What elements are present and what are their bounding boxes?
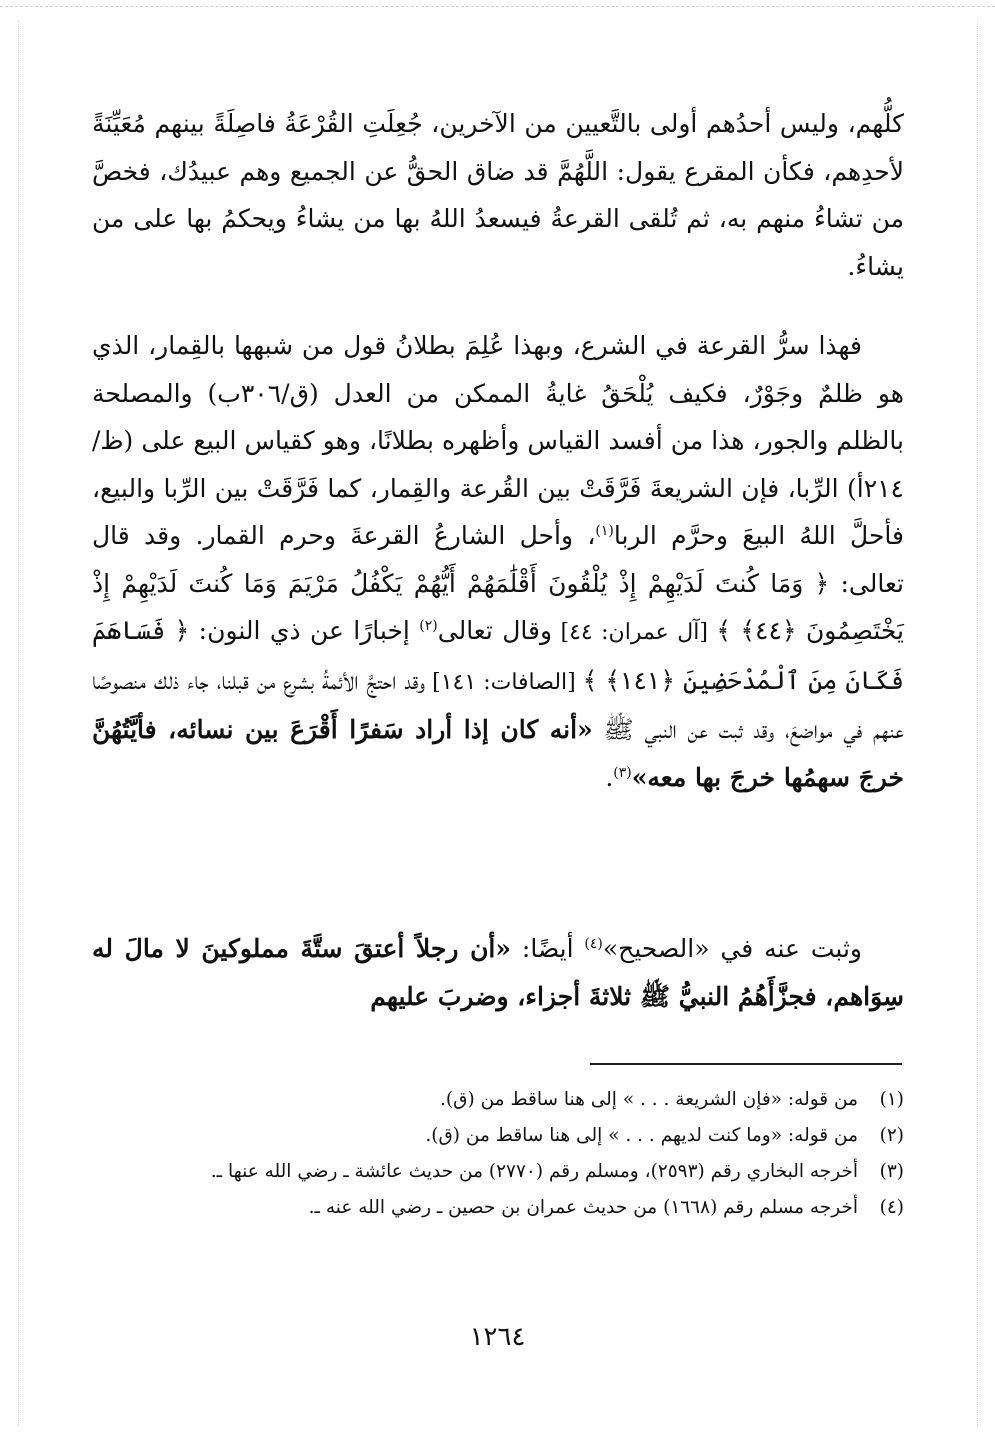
text-run: أيضًا: — [511, 934, 585, 963]
text-run: ، وأحل الشارعُ القرعةَ وحرم القمار. وقد قال تعالى: — [92, 521, 904, 598]
verse-reference: [الصافات: ١٤١] — [425, 669, 583, 695]
right-margin-dots — [977, 20, 978, 1427]
footnote — [92, 1082, 904, 1118]
footnote-separator — [590, 1063, 902, 1065]
footnote — [92, 1190, 904, 1226]
text-run: إخبارًا عن ذي النون: — [189, 616, 420, 645]
top-dashed-rule — [0, 0, 995, 7]
paragraph-1 — [92, 100, 904, 290]
footnote-number: (٢) — [879, 1125, 904, 1146]
footnote-marker: (٢) — [419, 618, 438, 634]
hadith-quote: «أنه كان إذا أراد سَفرًا أَقْرَعَ بين نسائه، فأيَّتُهُنَّ خرجَ سهمُها خرجَ بها معه» — [92, 715, 904, 792]
text-run: وقد احتجَّ الأئمةُ بشرع من قبلنا، جاء ذلك منصوصًا عنهم في مواضعَ، وقد ثبت عن النبي ﷺ — [92, 665, 904, 744]
footnote-text: من قوله: «وما كنت لديهم . . . » إلى هنا ساقط من (ق). — [425, 1125, 858, 1146]
paragraph-text — [92, 322, 904, 801]
footnote-number: (٤) — [879, 1197, 904, 1218]
text-run: وقال تعالى — [437, 616, 553, 645]
footnote-number: (٣) — [879, 1161, 904, 1182]
text-run: . — [605, 762, 614, 792]
page-number: ١٢٦٤ — [469, 1322, 526, 1352]
footnote-text: من قوله: «فإن الشريعة . . . » إلى هنا ساقط من (ق). — [440, 1089, 858, 1110]
footnotes — [92, 1082, 904, 1226]
left-margin-dots — [18, 20, 19, 1427]
paragraph-2 — [92, 322, 904, 801]
paragraph-text — [92, 100, 904, 290]
paragraph-text — [92, 925, 904, 1020]
hadith-quote: «أن رجلاً أعتقَ ستَّةَ مملوكينَ لا مالَ له سِوَاهم، فجزَّأَهُمُ النبيُّ ﷺ ثلاثةَ أجزاء، وضربَ عليهم — [92, 934, 904, 1011]
footnote-marker: (٤) — [584, 936, 603, 952]
quran-verse: ﴿ فَسَاهَمَ فَكَانَ مِنَ ٱلْمُدْحَضِينَ ﴿١٤١﴾ ﴾ — [92, 616, 905, 695]
text-run: فهذا سرُّ القرعة في الشرع، وبهذا عُلِمَ بطلانُ قول من شبهها بالقِمار، الذي هو ظلمٌ وجَوْرٌ، فكيف يُلْحَقُ غايةُ الممكن من العدل (ق/٣٠٦ب) والمصلحة بالظلم والجور، هذا من أفسد القياس وأظهره بطلانًا، وهو كقياس البيع على (ظ/٢١٤أ) الرِّبا، فإن الشريعةَ فَرَّقَتْ بين القُرعة والقِمار، كما فَرَّقَتْ بين الرِّبا والبيع، فأحلَّ اللهُ البيعَ وحرَّم الربا — [92, 331, 904, 550]
footnote — [92, 1118, 904, 1154]
verse-reference: [آل عمران: ٤٤] — [552, 620, 717, 645]
footnote-marker: (١) — [595, 523, 614, 539]
footnote — [92, 1154, 904, 1190]
footnote-text: أخرجه البخاري رقم (٢٥٩٣)، ومسلم رقم (٢٧٧٠) من حديث عائشة ـ رضي الله عنها ـ. — [210, 1161, 858, 1182]
paragraph-3 — [92, 925, 904, 1020]
footnote-number: (١) — [879, 1089, 904, 1110]
quran-verse: ﴿ وَمَا كُنتَ لَدَيْهِمْ إِذْ يُلْقُونَ أَقْلَٰمَهُمْ أَيُّهُمْ يَكْفُلُ مَرْيَمَ وَمَا كُنتَ لَدَيْهِمْ إِذْ يَخْتَصِمُونَ ﴿٤٤﴾ ﴾ — [92, 568, 904, 645]
text-run: وثبت عنه في «الصحيح» — [602, 934, 862, 963]
footnote-marker: (٣) — [613, 764, 632, 781]
text-run: كلُّهم، وليس أحدُهم أولى بالتَّعيين من الآخرين، جُعِلَتِ القُرْعَةُ فاصِلَةً بينهم مُعَيِّنَةً لأحدِهم، فكأن المقرع يقول: اللَّهُمَّ قد ضاق الحقُّ عن الجميع وهم عبيدُك، فخصَّ من تشاءُ منهم به، ثم تُلقى القرعةُ فيسعدُ اللهُ بها من يشاءُ ويحكمُ بها على من يشاءُ. — [92, 109, 904, 281]
footnote-text: أخرجه مسلم رقم (١٦٦٨) من حديث عمران بن حصين ـ رضي الله عنه ـ. — [308, 1197, 858, 1218]
